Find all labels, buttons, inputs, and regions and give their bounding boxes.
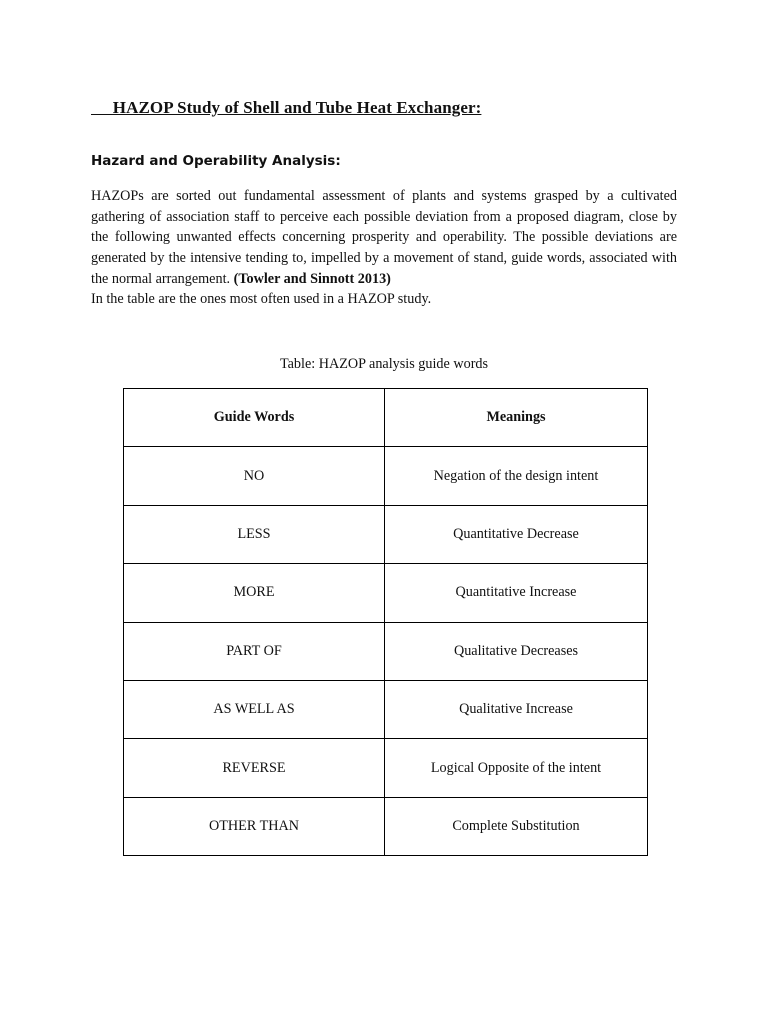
guide-words-table: [123, 388, 648, 856]
guide-word-cell: PART OF: [124, 622, 385, 680]
header-guide-words: Guide Words: [124, 389, 385, 447]
table-row: [124, 564, 648, 622]
guide-word-cell: NO: [124, 447, 385, 505]
table-header-row: [124, 389, 648, 447]
citation: (Towler and Sinnott 2013): [233, 270, 391, 287]
table-row: [124, 739, 648, 797]
meaning-cell: Quantitative Increase: [385, 564, 648, 622]
table-row: [124, 797, 648, 855]
paragraph-text: HAZOPs are sorted out fundamental assessment of plants and systems grasped by a cultivated gathering of association staff to perceive each possible deviation from a proposed diagram, close by the following unwanted effects concerning prosperity and operability. The possible deviations are generated by the intensive tending to, impelled by a movement of stand, guide words, associated with the normal arrangement.: [91, 188, 677, 287]
table-caption: Table: HAZOP analysis guide words: [279, 356, 489, 372]
body-paragraph: [91, 186, 677, 290]
table-row: [124, 447, 648, 505]
table-row: [124, 680, 648, 738]
meaning-cell: Qualitative Increase: [385, 680, 648, 738]
guide-word-cell: OTHER THAN: [124, 797, 385, 855]
meaning-cell: Quantitative Decrease: [385, 505, 648, 563]
guide-word-cell: REVERSE: [124, 739, 385, 797]
meaning-cell: Qualitative Decreases: [385, 622, 648, 680]
meaning-cell: Complete Substitution: [385, 797, 648, 855]
guide-word-cell: AS WELL AS: [124, 680, 385, 738]
meaning-cell: Logical Opposite of the intent: [385, 739, 648, 797]
table-row: [124, 622, 648, 680]
document-title: HAZOP Study of Shell and Tube Heat Exchanger:: [91, 98, 482, 117]
table-row: [124, 505, 648, 563]
guide-word-cell: MORE: [124, 564, 385, 622]
meaning-cell: Negation of the design intent: [385, 447, 648, 505]
paragraph-line-2: In the table are the ones most often used in a HAZOP study.: [91, 291, 432, 307]
guide-word-cell: LESS: [124, 505, 385, 563]
header-meanings: Meanings: [385, 389, 648, 447]
section-heading: Hazard and Operability Analysis:: [91, 153, 341, 169]
